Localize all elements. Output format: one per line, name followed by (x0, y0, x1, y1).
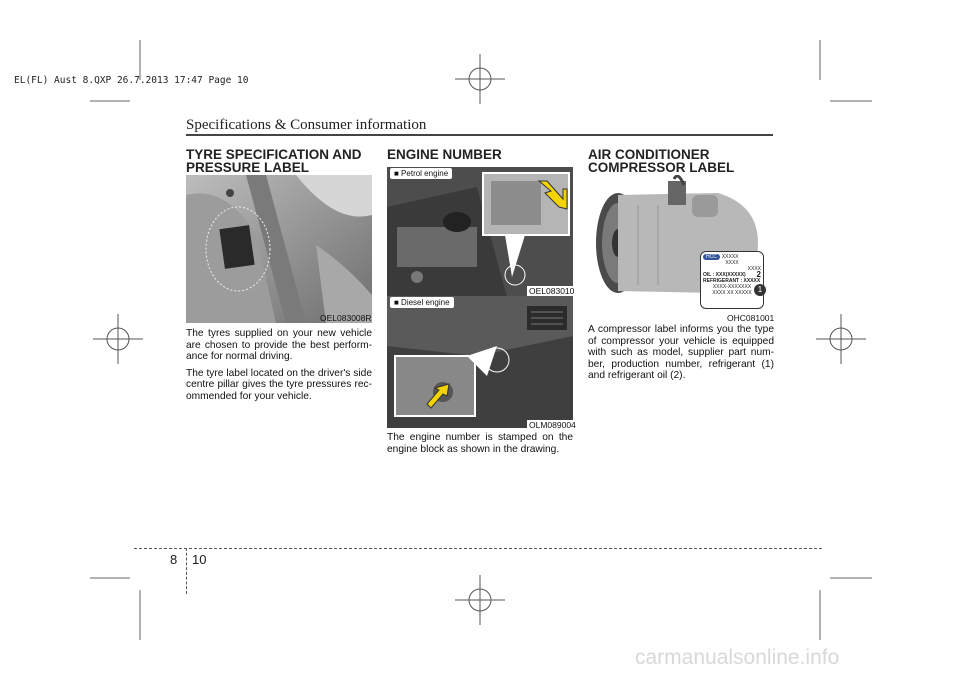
compressor-label-callout (700, 251, 764, 309)
compressor-label-line-1: XXXXX (721, 254, 739, 260)
diesel-image-code: OLM089004 (529, 420, 576, 430)
compressor-label-line-3: XXXX (747, 266, 761, 272)
footer-section-number: 8 (170, 552, 178, 567)
compressor-label-refrigerant: REFRIGERANT : XXXXX (703, 278, 761, 284)
compressor-label-oil: OIL : XXX(XXXXX) (703, 272, 746, 278)
aircon-para: A compressor label informs you the type of compressor your vehicle is equipped with such as model, supplier part num- ber, production number, refrigerant (1) and refrigerant oil (2). (588, 324, 774, 382)
compressor-label-brand: HCC (703, 254, 720, 260)
diesel-engine-label: ■ Diesel engine (390, 297, 454, 308)
diesel-engine-image (387, 296, 573, 428)
footer-page-number: 10 (192, 552, 207, 567)
page-header-title: Specifications & Consumer information (186, 117, 427, 133)
petrol-engine-label: ■ Petrol engine (390, 168, 452, 179)
registration-mark-left (93, 314, 143, 364)
registration-mark-bottom (455, 575, 505, 625)
tyre-heading-line1: TYRE SPECIFICATION AND (186, 147, 362, 162)
callout-1: 1 (754, 284, 766, 296)
footer-separator (186, 548, 187, 594)
print-slug: EL(FL) Aust 8.QXP 26.7.2013 17:47 Page 10 (14, 75, 249, 86)
petrol-image-code: OEL083010 (529, 286, 575, 296)
engine-heading: ENGINE NUMBER (387, 147, 502, 162)
aircon-heading-line2: COMPRESSOR LABEL (588, 160, 735, 175)
registration-mark-top (455, 54, 505, 104)
tyre-para-1: The tyres supplied on your new vehicle are chosen to provide the best perform- ance for normal driving. (186, 328, 372, 363)
footer-rule (134, 548, 822, 549)
tyre-body (186, 328, 372, 408)
tyre-heading-line2: PRESSURE LABEL (186, 160, 310, 175)
engine-para: The engine number is stamped on the engine block as shown in the drawing. (387, 432, 573, 455)
watermark: carmanualsonline.info (635, 646, 840, 669)
aircon-heading-line1: AIR CONDITIONER (588, 147, 710, 162)
registration-mark-right (816, 314, 866, 364)
compressor-label-line-2: XXXX (725, 260, 739, 266)
compressor-image-code: OHC081001 (727, 313, 775, 323)
aircon-heading (588, 148, 778, 174)
compressor-label-date: XXXX XX XXXXX (712, 290, 752, 296)
engine-body (387, 432, 573, 460)
tyre-image-code: OEL083008R (320, 313, 372, 323)
door-pillar-illustration (186, 175, 372, 323)
aircon-body (588, 324, 774, 387)
diesel-engine-illustration (387, 296, 573, 428)
callout-2: 2 (756, 270, 761, 279)
header-rule (186, 134, 773, 136)
petrol-engine-illustration (387, 167, 573, 297)
compressor-label-serial: XXXX-XXXXXXX (712, 284, 752, 290)
tyre-label-image (186, 175, 372, 323)
petrol-engine-image (387, 167, 573, 297)
tyre-para-2: The tyre label located on the driver's side centre pillar gives the tyre pressures rec- ommended for your vehicle. (186, 367, 372, 402)
tyre-heading (186, 148, 376, 174)
